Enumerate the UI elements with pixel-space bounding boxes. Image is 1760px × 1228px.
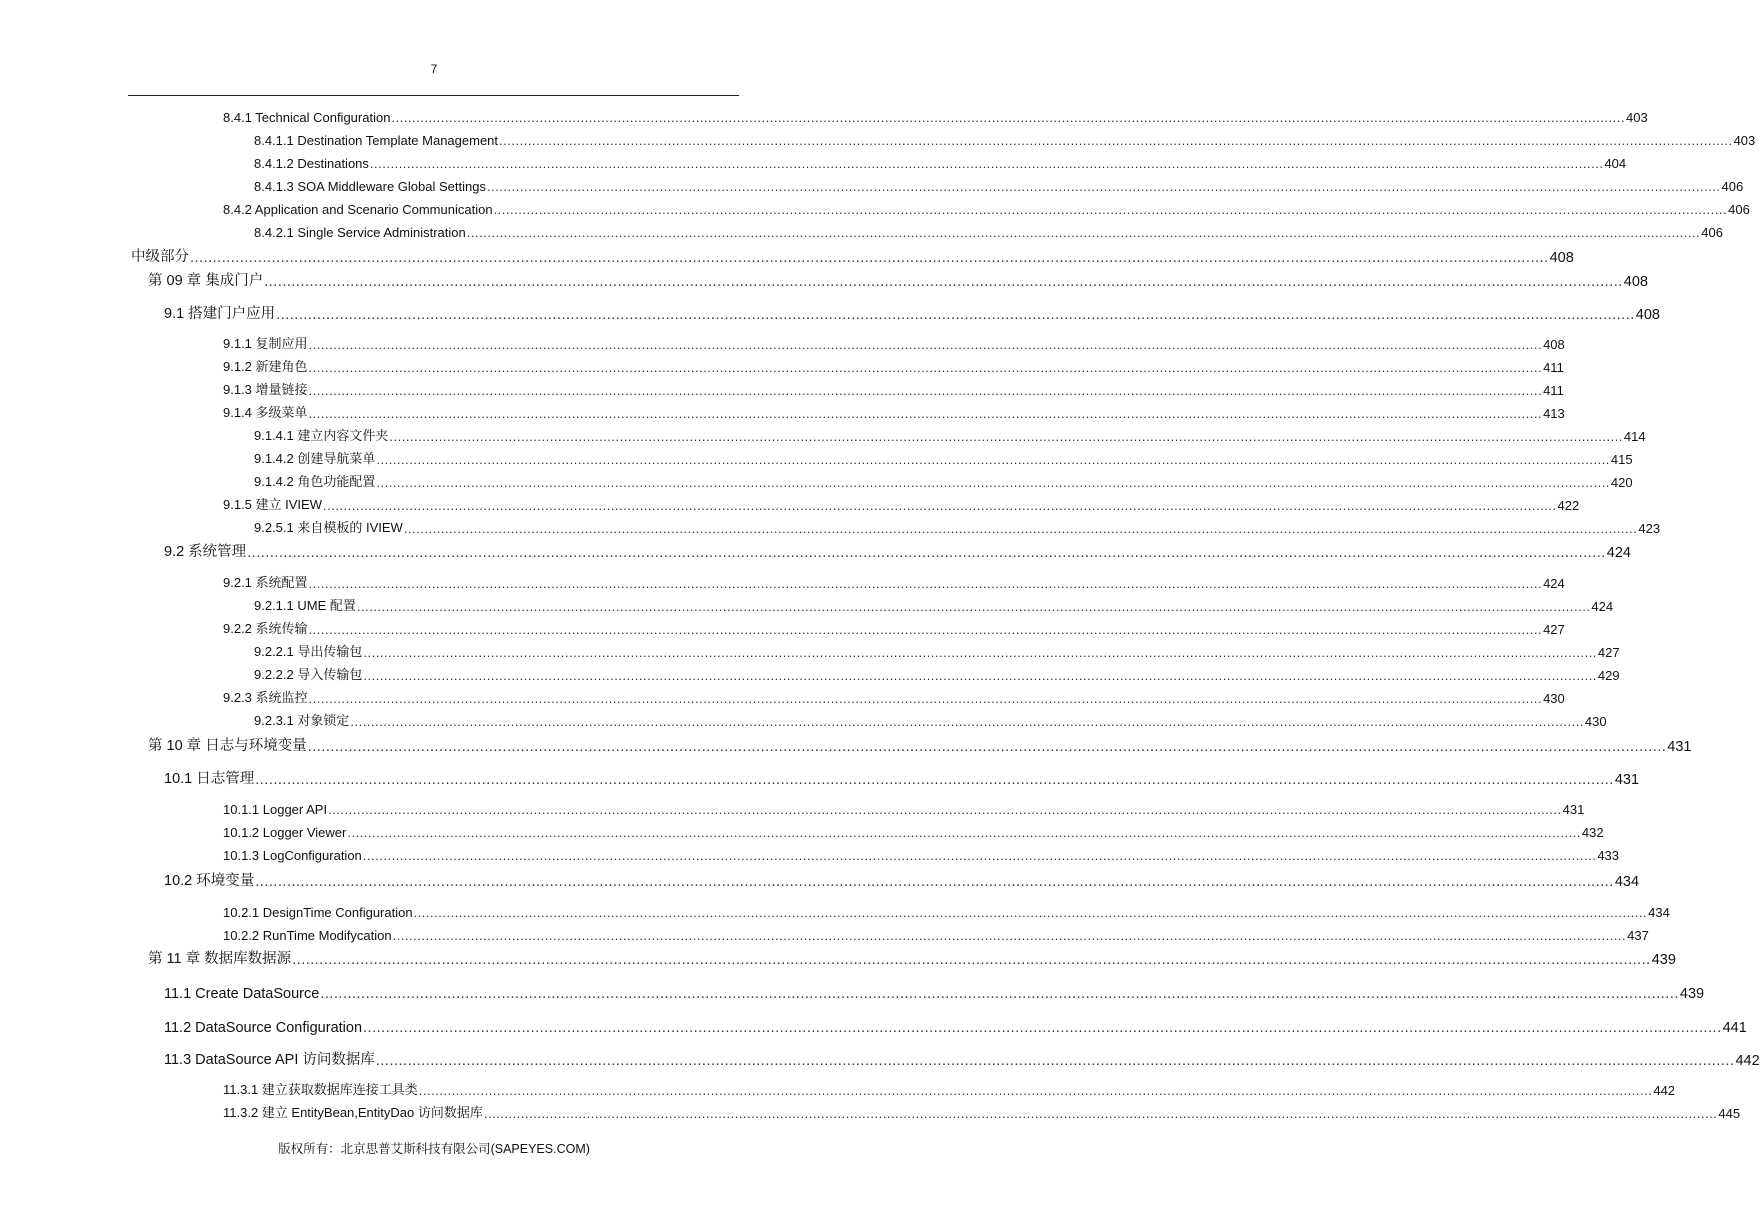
toc-entry-title: 11.2 DataSource Configuration (164, 1020, 363, 1036)
toc-entry-page: 441 (1722, 1020, 1747, 1036)
toc-entry-title: 10.1.3 LogConfiguration (223, 848, 362, 863)
toc-entry[interactable] (223, 198, 1750, 217)
toc-dot-leader: ............................................................................................................................................................................................................................................................................................................ (328, 802, 1562, 817)
toc-dot-leader: ............................................................................................................................................................................................................................................................................................................ (499, 133, 1733, 148)
toc-dot-leader: ............................................................................................................................................................................................................................................................................................................ (307, 739, 1667, 755)
toc-entry[interactable] (223, 687, 1565, 706)
toc-dot-leader: ............................................................................................................................................................................................................................................................................................................ (247, 545, 1606, 561)
toc-entry-page: 411 (1543, 383, 1564, 398)
toc-entry[interactable] (223, 844, 1620, 863)
toc-entry[interactable] (148, 268, 1648, 290)
toc-entry-page: 442 (1735, 1053, 1760, 1069)
toc-entry[interactable] (223, 356, 1564, 375)
toc-entry[interactable] (223, 924, 1649, 943)
toc-dot-leader: ............................................................................................................................................................................................................................................................................................................ (350, 714, 1584, 729)
toc-entry-title: 9.1.3 增量链接 (223, 382, 308, 397)
toc-entry-title: 9.1 搭建门户应用 (164, 306, 276, 322)
toc-entry-page: 411 (1543, 360, 1564, 375)
toc-entry[interactable] (254, 517, 1661, 536)
toc-dot-leader: ............................................................................................................................................................................................................................................................................................................ (376, 475, 1610, 490)
toc-entry-title: 11.3.2 建立 EntityBean,EntityDao 访问数据库 (223, 1105, 483, 1120)
toc-dot-leader: ............................................................................................................................................................................................................................................................................................................ (413, 905, 1648, 920)
toc-entry-title: 11.3 DataSource API 访问数据库 (164, 1052, 375, 1068)
toc-entry-page: 415 (1610, 452, 1633, 467)
toc-entry[interactable] (223, 1079, 1676, 1098)
toc-dot-leader: ............................................................................................................................................................................................................................................................................................................ (308, 383, 1543, 398)
toc-entry-page: 408 (1543, 337, 1565, 352)
toc-dot-leader: ............................................................................................................................................................................................................................................................................................................ (403, 521, 1638, 536)
toc-dot-leader: ............................................................................................................................................................................................................................................................................................................ (308, 622, 1543, 637)
toc-entry[interactable] (223, 572, 1565, 591)
toc-entry-title: 9.2.5.1 来自模板的 IVIEW (254, 520, 403, 535)
toc-entry[interactable] (164, 539, 1631, 561)
toc-entry-page: 406 (1701, 225, 1723, 240)
toc-dot-leader: ............................................................................................................................................................................................................................................................................................................ (276, 307, 1635, 323)
toc-entry-title: 8.4.1.1 Destination Template Management (254, 133, 499, 148)
toc-entry-page: 445 (1718, 1106, 1741, 1121)
toc-entry-page: 406 (1721, 179, 1744, 194)
toc-entry-title: 10.1 日志管理 (164, 771, 255, 787)
toc-entry-page: 430 (1543, 691, 1565, 706)
toc-dot-leader: ............................................................................................................................................................................................................................................................................................................ (190, 250, 1549, 266)
toc-entry-title: 8.4.1.2 Destinations (254, 156, 369, 171)
toc-entry-page: 413 (1543, 406, 1565, 421)
toc-dot-leader: ............................................................................................................................................................................................................................................................................................................ (292, 952, 1651, 968)
toc-dot-leader: ............................................................................................................................................................................................................................................................................................................ (322, 498, 1557, 513)
toc-entry-title: 9.1.1 复制应用 (223, 336, 308, 351)
toc-entry-title: 9.1.4.2 角色功能配置 (254, 474, 376, 489)
toc-entry-title: 9.2 系统管理 (164, 544, 247, 560)
toc-entry-title: 10.1.1 Logger API (223, 802, 328, 817)
toc-entry-page: 427 (1597, 645, 1620, 660)
toc-entry[interactable] (164, 766, 1640, 788)
toc-dot-leader: ............................................................................................................................................................................................................................................................................................................ (493, 202, 1728, 217)
toc-entry[interactable] (164, 1047, 1760, 1069)
page-number: 7 (430, 62, 438, 76)
toc-entry-page: 408 (1635, 307, 1660, 323)
toc-entry-title: 11.3.1 建立获取数据库连接工具类 (223, 1082, 418, 1097)
toc-entry-title: 9.1.4.2 创建导航菜单 (254, 451, 376, 466)
toc-dot-leader: ............................................................................................................................................................................................................................................................................................................ (308, 691, 1543, 706)
toc-entry[interactable] (254, 448, 1633, 467)
toc-dot-leader: ............................................................................................................................................................................................................................................................................................................ (363, 668, 1597, 683)
toc-entry[interactable] (223, 333, 1565, 352)
toc-entry[interactable] (254, 664, 1620, 683)
toc-dot-leader: ............................................................................................................................................................................................................................................................................................................ (486, 179, 1721, 194)
toc-entry-title: 9.2.3.1 对象锁定 (254, 713, 350, 728)
toc-entry[interactable] (254, 710, 1607, 729)
toc-entry-page: 442 (1653, 1083, 1676, 1098)
toc-entry-title: 第 10 章 日志与环境变量 (148, 738, 307, 754)
toc-entry[interactable] (254, 221, 1723, 240)
toc-entry-title: 第 09 章 集成门户 (148, 273, 264, 289)
toc-entry-page: 429 (1597, 668, 1620, 683)
toc-dot-leader: ............................................................................................................................................................................................................................................................................................................ (308, 360, 1543, 375)
toc-entry[interactable] (254, 595, 1614, 614)
toc-entry[interactable] (164, 868, 1640, 890)
footer-copyright: 版权所有：北京思普艾斯科技有限公司(SAPEYES.COM) (278, 1142, 590, 1156)
toc-entry-page: 432 (1581, 825, 1604, 840)
toc-entry[interactable] (223, 618, 1565, 637)
toc-entry[interactable] (254, 641, 1620, 660)
toc-dot-leader: ............................................................................................................................................................................................................................................................................................................ (320, 986, 1679, 1002)
toc-entry-title: 10.1.2 Logger Viewer (223, 825, 347, 840)
toc-entry-page: 420 (1610, 475, 1633, 490)
toc-entry-title: 9.2.2.1 导出传输包 (254, 644, 363, 659)
toc-entry-page: 422 (1557, 498, 1580, 513)
toc-entry[interactable] (223, 901, 1670, 920)
toc-entry-page: 437 (1627, 928, 1649, 943)
toc-entry[interactable] (148, 733, 1692, 755)
toc-dot-leader: ............................................................................................................................................................................................................................................................................................................ (375, 1053, 1735, 1069)
toc-entry-page: 431 (1562, 802, 1585, 817)
toc-dot-leader: ............................................................................................................................................................................................................................................................................................................ (389, 429, 1623, 444)
toc-entry[interactable] (254, 129, 1756, 148)
toc-entry[interactable] (254, 152, 1627, 171)
toc-entry-page: 431 (1667, 739, 1692, 755)
toc-entry-title: 10.2.2 RunTime Modifycation (223, 928, 392, 943)
toc-entry-title: 8.4.1.3 SOA Middleware Global Settings (254, 179, 486, 194)
toc-entry-page: 408 (1549, 250, 1574, 266)
toc-entry-page: 433 (1597, 848, 1620, 863)
toc-entry[interactable] (223, 402, 1565, 421)
toc-entry-page: 439 (1679, 986, 1705, 1002)
toc-dot-leader: ............................................................................................................................................................................................................................................................................................................ (308, 337, 1543, 352)
toc-entry-page: 434 (1648, 905, 1670, 920)
toc-entry-title: 9.2.3 系统监控 (223, 690, 308, 705)
toc-entry-page: 434 (1614, 874, 1640, 890)
toc-dot-leader: ............................................................................................................................................................................................................................................................................................................ (392, 928, 1627, 943)
toc-entry-page: 404 (1604, 156, 1627, 171)
toc-entry-title: 8.4.2.1 Single Service Administration (254, 225, 466, 240)
toc-entry[interactable] (254, 471, 1633, 490)
toc-entry-title: 9.2.1 系统配置 (223, 575, 308, 590)
toc-entry-title: 11.1 Create DataSource (164, 986, 320, 1002)
toc-entry[interactable] (223, 379, 1564, 398)
toc-dot-leader: ............................................................................................................................................................................................................................................................................................................ (363, 645, 1597, 660)
toc-entry[interactable] (131, 244, 1574, 266)
toc-entry-page: 406 (1728, 202, 1750, 217)
toc-entry[interactable] (223, 494, 1580, 513)
toc-entry-title: 9.1.4 多级菜单 (223, 405, 308, 420)
toc-dot-leader: ............................................................................................................................................................................................................................................................................................................ (466, 225, 1701, 240)
toc-entry-page: 430 (1584, 714, 1607, 729)
toc-entry-page: 424 (1543, 576, 1565, 591)
toc-dot-leader: ............................................................................................................................................................................................................................................................................................................ (483, 1106, 1718, 1121)
toc-entry[interactable] (254, 425, 1646, 444)
toc-entry-title: 9.1.4.1 建立内容文件夹 (254, 428, 389, 443)
toc-entry-page: 431 (1614, 772, 1640, 788)
header-rule (128, 95, 739, 96)
toc-dot-leader: ............................................................................................................................................................................................................................................................................................................ (369, 156, 1604, 171)
toc-entry-page: 403 (1625, 110, 1648, 125)
toc-entry-title: 第 11 章 数据库数据源 (148, 951, 292, 967)
toc-entry-page: 403 (1733, 133, 1756, 148)
toc-dot-leader: ............................................................................................................................................................................................................................................................................................................ (347, 825, 1581, 840)
toc-dot-leader: ............................................................................................................................................................................................................................................................................................................ (308, 406, 1543, 421)
toc-entry-title: 9.2.1.1 UME 配置 (254, 598, 356, 613)
toc-dot-leader: ............................................................................................................................................................................................................................................................................................................ (264, 274, 1623, 290)
toc-entry-title: 10.2 环境变量 (164, 873, 255, 889)
toc-entry[interactable] (254, 175, 1744, 194)
toc-dot-leader: ............................................................................................................................................................................................................................................................................................................ (391, 110, 1625, 125)
toc-dot-leader: ............................................................................................................................................................................................................................................................................................................ (308, 576, 1543, 591)
toc-entry-page: 427 (1543, 622, 1565, 637)
toc-entry-page: 423 (1638, 521, 1661, 536)
toc-entry[interactable] (164, 1014, 1747, 1036)
toc-dot-leader: ............................................................................................................................................................................................................................................................................................................ (362, 848, 1597, 863)
toc-entry[interactable] (223, 106, 1648, 125)
toc-dot-leader: ............................................................................................................................................................................................................................................................................................................ (418, 1083, 1653, 1098)
toc-entry-title: 9.1.2 新建角色 (223, 359, 308, 374)
toc-dot-leader: ............................................................................................................................................................................................................................................................................................................ (363, 1020, 1722, 1036)
toc-entry-title: 10.2.1 DesignTime Configuration (223, 905, 413, 920)
toc-dot-leader: ............................................................................................................................................................................................................................................................................................................ (356, 599, 1591, 614)
toc-dot-leader: ............................................................................................................................................................................................................................................................................................................ (255, 772, 1614, 788)
toc-entry-page: 424 (1606, 545, 1631, 561)
toc-entry-title: 8.4.1 Technical Configuration (223, 110, 391, 125)
toc-entry-page: 424 (1591, 599, 1614, 614)
toc-entry[interactable] (223, 821, 1604, 840)
toc-dot-leader: ............................................................................................................................................................................................................................................................................................................ (255, 874, 1614, 890)
toc-entry-title: 9.2.2 系统传输 (223, 621, 308, 636)
toc-entry[interactable] (164, 301, 1660, 323)
toc-entry-title: 9.2.2.2 导入传输包 (254, 667, 363, 682)
toc-entry-title: 9.1.5 建立 IVIEW (223, 497, 322, 512)
toc-entry-page: 414 (1623, 429, 1646, 444)
toc-entry-page: 439 (1651, 952, 1676, 968)
toc-entry[interactable] (223, 1102, 1741, 1121)
toc-entry[interactable] (148, 946, 1676, 968)
toc-entry[interactable] (164, 980, 1705, 1002)
toc-entry[interactable] (223, 798, 1585, 817)
toc-entry-page: 408 (1623, 274, 1648, 290)
toc-dot-leader: ............................................................................................................................................................................................................................................................................................................ (376, 452, 1610, 467)
toc-entry-title: 中级部分 (131, 249, 189, 265)
toc-entry-title: 8.4.2 Application and Scenario Communication (223, 202, 493, 217)
